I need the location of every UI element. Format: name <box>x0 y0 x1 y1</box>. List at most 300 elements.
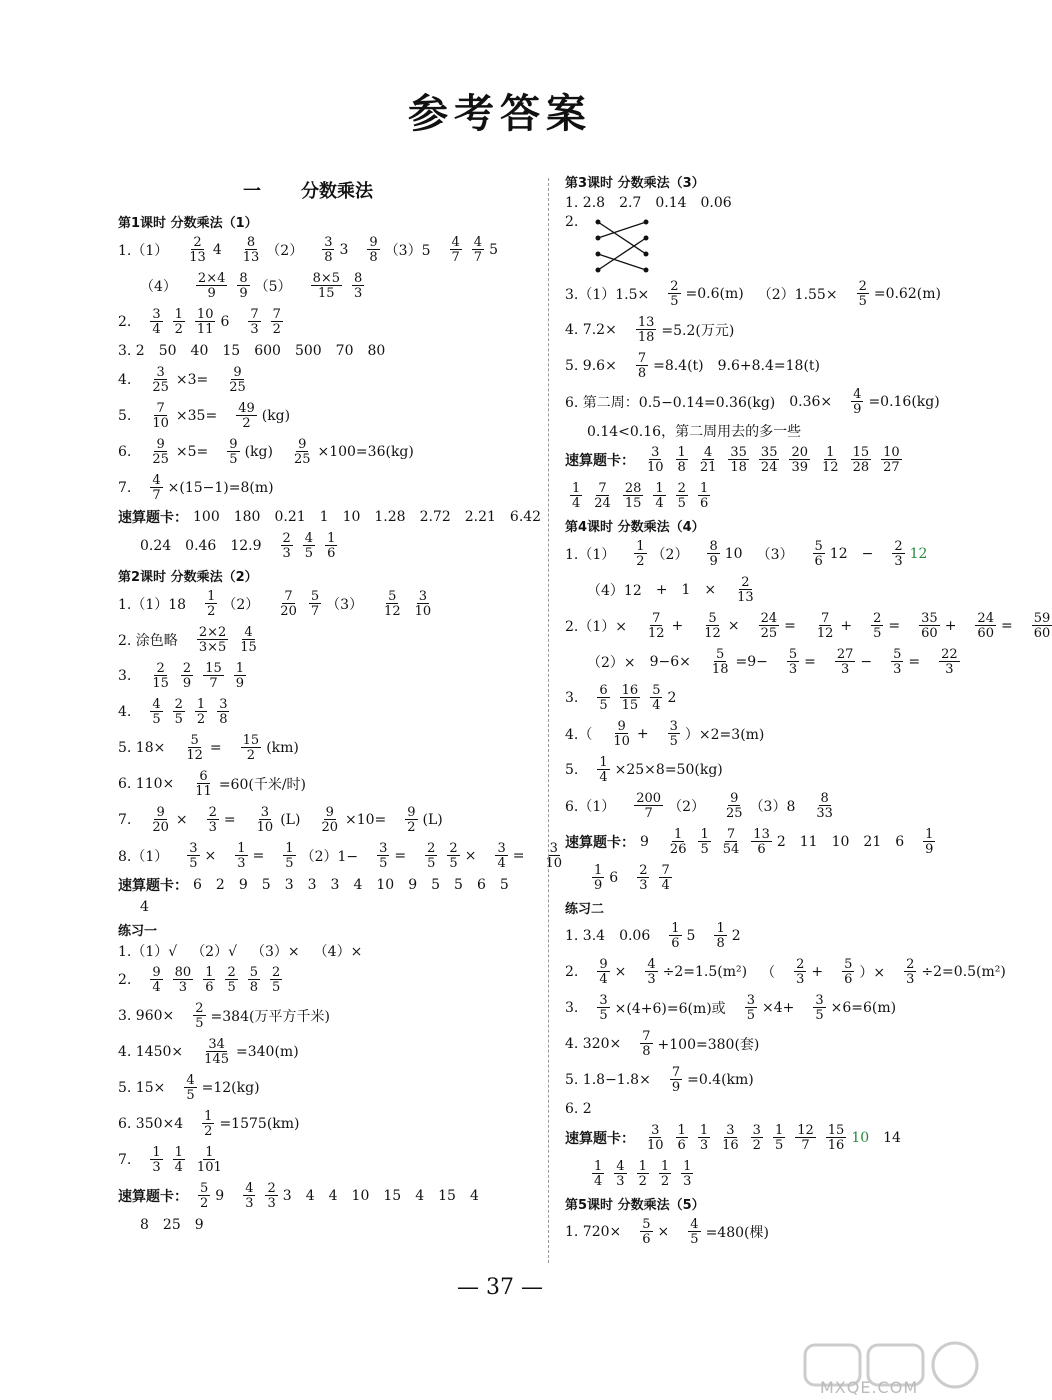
numerator: 1 <box>716 921 725 936</box>
numerator: 9 <box>617 719 626 734</box>
answer-token: =340(m) <box>236 1044 299 1060</box>
matching-lines-diagram <box>592 214 652 274</box>
denominator: 3 <box>616 1174 625 1189</box>
fraction <box>681 1160 693 1188</box>
answer-token: + <box>671 618 684 634</box>
fraction <box>202 1110 214 1138</box>
matching-line <box>598 222 646 238</box>
numerator: 3 <box>418 589 427 604</box>
numerator: 6 <box>199 769 208 784</box>
answer-token: ×10= <box>344 812 387 828</box>
fraction <box>659 1160 671 1188</box>
fraction <box>243 1182 255 1210</box>
denominator: 2 <box>200 1196 209 1211</box>
denominator: 4 <box>599 770 608 785</box>
denominator: 60 <box>921 626 938 641</box>
fraction <box>668 720 680 748</box>
lesson-heading: 练习一 <box>118 923 158 939</box>
answer-token: =384(万平方千米) <box>210 1009 330 1025</box>
answer-token: 15 <box>383 1188 402 1204</box>
numerator: 3 <box>746 993 755 1008</box>
fraction <box>923 828 935 856</box>
numerator: 24 <box>760 611 778 626</box>
numerator: 4 <box>245 1181 254 1196</box>
denominator: 6 <box>814 554 823 569</box>
fraction <box>173 698 185 726</box>
answer-token: 10 <box>376 877 395 893</box>
answer-token: 1. 720× <box>565 1224 622 1240</box>
fraction <box>241 236 262 264</box>
fraction <box>871 612 883 640</box>
numerator: 9 <box>156 805 165 820</box>
answer-token: 4. 7.2× <box>565 322 617 338</box>
fraction <box>322 236 334 264</box>
denominator: 5 <box>272 980 281 995</box>
answer-token: 4 <box>353 877 363 893</box>
answer-token: = <box>223 812 236 828</box>
numerator: 5 <box>814 539 823 554</box>
fraction <box>835 648 856 676</box>
denominator: 5 <box>229 452 238 467</box>
numerator: 4 <box>186 1073 195 1088</box>
lesson-heading: 第3课时 分数乘法（3） <box>565 175 705 191</box>
answer-token: 9 <box>215 1188 225 1204</box>
answer-token: 4 <box>469 1188 479 1204</box>
numerator: 1 <box>826 445 835 460</box>
answer-token: 2. <box>118 314 132 330</box>
numerator: 1 <box>205 1145 214 1160</box>
numerator: 9 <box>152 965 161 980</box>
answer-token: ×25×8=50(kg) <box>614 762 723 778</box>
answer-token: = <box>804 654 816 670</box>
denominator: 15 <box>152 676 169 691</box>
answer-token: 0.36× <box>789 394 833 410</box>
denominator: 2 <box>272 322 281 337</box>
numerator: 59 <box>1033 611 1051 626</box>
answer-token: 12 <box>829 546 848 562</box>
denominator: 16 <box>827 1138 845 1153</box>
fraction <box>235 842 247 870</box>
fraction <box>150 698 162 726</box>
answer-token: （3）8 <box>749 799 796 815</box>
denominator: 11 <box>195 784 212 799</box>
numerator: 2 <box>427 841 436 856</box>
fraction <box>939 648 960 676</box>
fraction <box>669 922 681 950</box>
answer-token: 6 <box>609 870 619 886</box>
answer-token: 6.42 <box>509 509 542 525</box>
fraction <box>150 474 162 502</box>
answer-token: 5. 1.8−1.8× <box>565 1072 651 1088</box>
numerator: 2 <box>272 965 281 980</box>
denominator: 20 <box>152 820 169 835</box>
answer-token: 500 <box>294 343 322 359</box>
fraction <box>688 1218 700 1246</box>
numerator: 4 <box>616 1159 625 1174</box>
fraction <box>319 806 340 834</box>
answer-line <box>565 170 985 192</box>
answer-line <box>118 622 538 658</box>
answer-token: 0.06 <box>700 195 732 211</box>
denominator: 3 <box>699 1138 709 1153</box>
fraction <box>634 540 646 568</box>
numerator: 200 <box>636 791 662 806</box>
numerator: 8 <box>239 271 248 286</box>
matching-line <box>598 254 646 270</box>
answer-token: （ <box>761 965 776 981</box>
answer-token: = <box>394 848 407 864</box>
section-heading: 一 <box>243 181 261 202</box>
answer-line <box>118 766 538 802</box>
answer-token: 2 <box>776 834 786 850</box>
numerator: 3 <box>599 993 608 1008</box>
answer-token: × <box>464 848 477 864</box>
fraction <box>668 280 680 308</box>
numerator: 7 <box>726 827 736 842</box>
fraction <box>891 648 903 676</box>
answer-token: 80 <box>367 343 386 359</box>
numerator: 7 <box>652 611 661 626</box>
answer-token: + <box>840 618 853 634</box>
numerator: 1 <box>683 1159 692 1174</box>
answer-token: 5 <box>686 928 696 944</box>
answer-token: （2） <box>266 243 304 259</box>
numerator: 4 <box>152 697 161 712</box>
answer-token: 3.（1）1.5× <box>565 287 650 303</box>
answer-token: + <box>811 964 824 980</box>
answer-token: 8.（1） <box>118 849 169 865</box>
answer-line <box>118 362 538 398</box>
answer-token: =8.4(t) <box>653 358 704 374</box>
fraction <box>842 958 854 986</box>
denominator: 3 <box>840 662 850 677</box>
denominator: 6 <box>205 980 214 995</box>
answer-token: 6.（1） <box>565 799 616 815</box>
numerator: 2 <box>208 805 217 820</box>
fraction <box>646 612 667 640</box>
fraction <box>202 1038 231 1066</box>
denominator: 3 <box>282 546 291 561</box>
fraction <box>735 576 756 604</box>
numerator: 35 <box>921 611 938 626</box>
denominator: 2 <box>636 554 645 569</box>
numerator: 1 <box>774 1123 784 1138</box>
denominator: 5 <box>449 856 458 871</box>
denominator: 15 <box>240 640 257 655</box>
denominator: 5 <box>152 712 161 727</box>
quick-calc-label: 速算题卡： <box>118 510 188 526</box>
answer-line <box>565 860 985 896</box>
answer-token: 2. 涂色略 <box>118 633 178 649</box>
fraction <box>698 828 710 856</box>
fraction <box>794 958 806 986</box>
denominator: 25 <box>152 452 169 467</box>
matching-dot <box>596 252 601 257</box>
fraction <box>413 590 434 618</box>
answer-token: (L) <box>422 812 443 828</box>
denominator: 5 <box>186 1088 195 1103</box>
numerator: 5 <box>788 647 798 662</box>
denominator: 5 <box>379 856 388 871</box>
numerator: 1 <box>925 827 934 842</box>
answer-line <box>118 564 538 586</box>
denominator: 8 <box>716 936 725 951</box>
numerator: 7 <box>671 1065 681 1080</box>
numerator: 3 <box>379 841 388 856</box>
fraction <box>724 792 745 820</box>
fraction <box>592 864 604 892</box>
numerator: 3 <box>815 993 824 1008</box>
answer-line <box>118 730 538 766</box>
answer-token: 0.14 <box>655 195 687 211</box>
answer-line <box>118 340 538 362</box>
numerator: 9 <box>298 437 307 452</box>
answer-token: 2. <box>565 964 579 980</box>
answer-line <box>118 1034 538 1070</box>
numerator: 1 <box>677 445 686 460</box>
answer-token: 6. 110× <box>118 776 175 792</box>
denominator: 26 <box>669 842 687 857</box>
fraction <box>592 482 613 510</box>
answer-token: 2 <box>731 928 741 944</box>
answer-token: × <box>204 848 217 864</box>
fraction <box>195 308 216 336</box>
answer-token: （2）1.55× <box>757 287 838 303</box>
numerator: 1 <box>674 827 683 842</box>
fraction <box>173 1146 185 1174</box>
denominator: 7 <box>644 806 653 821</box>
denominator: 12 <box>704 626 721 641</box>
fraction <box>640 1218 652 1246</box>
fraction <box>238 626 259 654</box>
numerator: 4 <box>703 445 713 460</box>
answer-token: 1.28 <box>374 509 406 525</box>
answer-token: 21 <box>863 834 882 850</box>
answer-token: + <box>655 582 668 598</box>
matching-line <box>598 222 646 254</box>
numerator: 2 <box>677 481 686 496</box>
numerator: 35 <box>730 445 747 460</box>
numerator: 13 <box>753 827 770 842</box>
numerator: 49 <box>238 401 255 416</box>
denominator: 24 <box>594 496 611 511</box>
fraction <box>597 756 609 784</box>
numerator: 2 <box>195 1001 204 1016</box>
denominator: 3 <box>893 662 902 677</box>
answer-token: 9.6+8.4=18(t) <box>717 358 820 374</box>
answer-token: 6. 2 <box>565 1101 592 1117</box>
answer-token: 4 <box>305 1188 315 1204</box>
denominator: 12 <box>384 604 401 619</box>
answer-token: 3 <box>330 877 340 893</box>
answer-token: 70 <box>335 343 354 359</box>
fraction <box>710 648 731 676</box>
answer-token: 6. 350×4 <box>118 1116 184 1132</box>
fraction <box>225 966 237 994</box>
denominator: 3 <box>250 322 259 337</box>
denominator: 2 <box>638 1174 647 1189</box>
numerator: 3 <box>189 841 198 856</box>
answer-line <box>118 658 538 694</box>
denominator: 5 <box>774 1138 784 1153</box>
denominator: 4 <box>599 972 608 987</box>
answer-token: =0.16(kg) <box>868 394 940 410</box>
numerator: 5 <box>893 647 902 662</box>
numerator: 15 <box>852 445 870 460</box>
fraction <box>668 828 689 856</box>
numerator: 2×2 <box>198 625 227 640</box>
numerator: 3 <box>669 719 678 734</box>
answer-token: 3. <box>565 690 579 706</box>
numerator: 27 <box>836 647 854 662</box>
matching-dot <box>644 220 649 225</box>
answer-token: 5 <box>431 877 441 893</box>
numerator: 1 <box>594 1159 603 1174</box>
numerator: 2 <box>174 697 183 712</box>
fraction <box>425 842 437 870</box>
answer-line <box>565 1098 985 1120</box>
numerator: 3 <box>497 841 506 856</box>
answer-token: 7. <box>118 480 132 496</box>
fraction <box>241 734 262 762</box>
lesson-heading: 第5课时 分数乘法（5） <box>565 1197 705 1213</box>
answer-line <box>118 268 538 304</box>
fraction <box>919 612 940 640</box>
answer-line <box>565 276 985 312</box>
answer-token: 15 <box>438 1188 456 1204</box>
fraction <box>698 446 719 474</box>
page-number-value: 37 <box>486 1275 514 1300</box>
answer-token: − <box>860 654 873 670</box>
numerator: 80 <box>174 965 192 980</box>
answer-token: 2. <box>118 972 132 988</box>
numerator: 2×4 <box>197 271 226 286</box>
denominator: 6 <box>671 936 680 951</box>
numerator: 24 <box>977 611 994 626</box>
numerator: 9 <box>325 805 334 820</box>
answer-token: （2）1− <box>300 849 359 865</box>
denominator: 8 <box>249 980 259 995</box>
left-column <box>118 170 562 1236</box>
numerator: 3 <box>651 445 660 460</box>
answer-line <box>118 694 538 730</box>
fraction <box>611 720 632 748</box>
numerator: 7 <box>284 589 293 604</box>
answer-token: 9−6× <box>649 654 691 670</box>
denominator: 4 <box>652 698 661 713</box>
denominator: 2 <box>242 416 251 431</box>
denominator: 2 <box>204 1124 213 1139</box>
answer-token: 3. 960× <box>118 1008 175 1024</box>
numerator: 2 <box>639 863 648 878</box>
fraction <box>636 316 657 344</box>
page-title: 参考答案 <box>408 90 592 137</box>
fraction <box>650 684 662 712</box>
fraction <box>597 958 609 986</box>
numerator: 3 <box>549 841 558 856</box>
answer-line <box>565 536 985 572</box>
denominator: 8 <box>369 250 378 265</box>
answer-token: = <box>252 848 265 864</box>
fraction <box>570 482 582 510</box>
answer-token: + <box>944 618 957 634</box>
numerator: 1 <box>638 1159 647 1174</box>
answer-token: 0.14<0.16，第二周用去的多一些 <box>587 424 802 440</box>
answer-line <box>118 1106 538 1142</box>
denominator: 6 <box>677 1138 686 1153</box>
fraction <box>975 612 996 640</box>
denominator: 5 <box>174 712 183 727</box>
numerator: 5 <box>190 733 199 748</box>
fraction <box>270 966 282 994</box>
denominator: 3 <box>152 1160 161 1175</box>
numerator: 1 <box>671 921 680 936</box>
answer-token: 1. 2.8 <box>565 195 606 211</box>
answer-line <box>565 312 985 348</box>
answer-token: （2） <box>222 597 260 613</box>
quick-calc-label: 速算题卡： <box>118 1189 188 1205</box>
answer-token: 3. <box>118 668 132 684</box>
numerator: 7 <box>250 307 259 322</box>
denominator: 3 <box>683 1174 692 1189</box>
fraction <box>198 1182 210 1210</box>
denominator: 7 <box>152 488 161 503</box>
denominator: 7 <box>209 676 218 691</box>
denominator: 9 <box>182 676 192 691</box>
fraction <box>367 236 379 264</box>
section-heading: 分数乘法 <box>301 181 373 202</box>
quick-calc-label: 速算题卡： <box>565 453 635 469</box>
numerator: 4 <box>451 235 460 250</box>
answer-token: = <box>908 654 921 670</box>
numerator: 4 <box>244 625 253 640</box>
numerator: 1 <box>594 863 603 878</box>
fraction <box>676 1124 688 1152</box>
denominator: 3 <box>245 1196 254 1211</box>
fraction <box>184 1074 196 1102</box>
answer-token: 4 <box>415 1188 425 1204</box>
answer-token: 6 <box>476 877 486 893</box>
answer-line <box>118 470 538 506</box>
answer-line <box>565 1192 985 1214</box>
fraction <box>820 446 841 474</box>
answer-token: 4 <box>328 1188 338 1204</box>
answer-line <box>565 214 985 276</box>
fraction <box>405 806 417 834</box>
fraction <box>377 842 389 870</box>
answer-token: 2 <box>667 690 677 706</box>
answer-token: （3） <box>756 547 794 563</box>
answer-token: 5 <box>454 877 463 893</box>
answer-token: 180 <box>233 509 261 525</box>
denominator: 5 <box>285 856 294 871</box>
denominator: 145 <box>204 1052 229 1067</box>
answer-token: =60(千米/时) <box>218 777 306 793</box>
answer-token: = <box>1000 618 1013 634</box>
answer-token: （3）5 <box>384 243 431 259</box>
denominator: 2 <box>407 820 416 835</box>
denominator: 24 <box>760 460 778 475</box>
fraction <box>795 1124 816 1152</box>
answer-line <box>118 1214 538 1236</box>
answer-line <box>118 232 538 268</box>
answer-line <box>565 192 985 214</box>
answer-line <box>118 962 538 998</box>
numerator: 1 <box>572 481 581 496</box>
denominator: 8 <box>219 712 228 727</box>
fraction <box>645 958 657 986</box>
answer-token: 1 <box>319 509 329 525</box>
